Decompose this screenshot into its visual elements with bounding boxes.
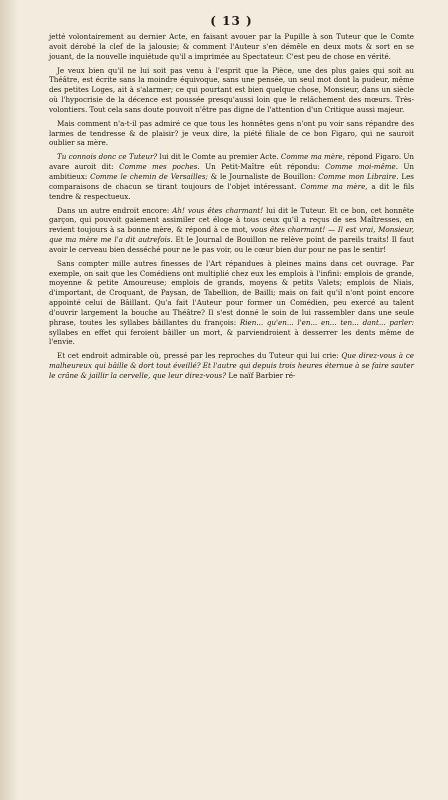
text-segment: jetté volontairement au dernier Acte, en faisant avouer par la Pupille à son Tuteur que le Comte avoit dérobé la clef de la jalousie; & comment l'Auteur s'en démêle en deux mots & sort en se jouant, de la nouvelle inquiétude qu'il a imprimée au Spectateur. C'est peu de chose en vérité. bbox=[49, 32, 414, 61]
italic-text-segment: Rien... qu'en... l'en... en... ten... dant... parler: bbox=[239, 317, 414, 327]
text-segment: Sans compter mille autres finesses de l'Art répandues à pleines mains dans cet ouvrage. Par exemple, on sait que les Comédiens ont multiplié chez eux les emplois à l'infini: emplois de grande, moyenne & petite Amoureuse; emplois de grands, moyens & petits Valets; emplois de Niais, d'important, de Croquant, de Paysan, de Tabellion, de Bailli; mais on fait qu'il n'ont point encore appointé celui de Bâillant. Qu'a fait l'Auteur pour former un Comédien, peu exercé au talent d'ouvrir largement la bouche au Théâtre? Il s'est donné le soin de lui rassembler dans une seule phrase, toutes les syllabes bâillantes du françois: bbox=[49, 258, 414, 327]
text-segment: lui dit le Comte au premier Acte. bbox=[159, 152, 281, 162]
italic-text-segment: Que direz-vous à ce malheureux qui bâille & dort tout éveillé? Et l'autre qui depuis trois heures éternue à se faire sauter le crâne & jaillir la cervelle, que leur direz-vous? bbox=[49, 351, 414, 380]
page-number: ( 13 ) bbox=[210, 14, 253, 28]
text-segment: a dit le fils tendre & respectueux. bbox=[49, 181, 414, 201]
italic-text-segment: Ah! vous êtes charmant! bbox=[172, 205, 267, 215]
paragraph bbox=[49, 206, 414, 255]
paragraph bbox=[49, 66, 414, 115]
italic-text-segment: Comme mes poches. bbox=[119, 162, 206, 172]
paragraph bbox=[49, 351, 414, 381]
text-segment: & le Journaliste de Bouillon: bbox=[210, 171, 319, 181]
text-segment: Les comparaisons de chacun se tirant toujours de l'objet intéressant. bbox=[49, 171, 414, 191]
paragraph bbox=[49, 119, 414, 149]
text-segment: Et cet endroit admirable où, pressé par les reproches du Tuteur qui lui crie: bbox=[57, 351, 342, 361]
italic-text-segment: Comme moi-même. bbox=[325, 162, 404, 172]
text-segment: Un Petit-Maître eût répondu: bbox=[205, 162, 326, 172]
text-segment: lui dit le Tuteur. Et ce bon, cet honnête garçon, qui pouvoit gaiement assimiler cet éloge à tous ceux qu'il a reçus de ses Maîtresses, en revient toujours à sa bonne mère, & répond à ce mot, bbox=[49, 205, 415, 235]
paragraph bbox=[49, 32, 414, 62]
italic-text-segment: Comme ma mère, bbox=[300, 181, 372, 191]
italic-text-segment: vous êtes charmant! — Il est vrai, Monsieur, que ma mère me l'a dit autrefois. bbox=[49, 225, 414, 245]
page-gutter-shadow bbox=[0, 0, 18, 800]
text-segment: Et le Journal de Bouillon ne relève point de pareils traits! Il faut avoir le cerveau bien desséché pour ne le pas voir, ou le cœur bien dur pour ne pas le sentir! bbox=[49, 235, 415, 254]
text-segment: Mais comment n'a-t-il pas admiré ce que tous les honnêtes gens n'ont pu voir sans répandre des larmes de tendresse & de plaisir? je veux dire, la piété filiale de ce bon Figaro, qui ne sauroit oublier sa mère. bbox=[49, 118, 414, 148]
text-segment: Dans un autre endroit encore: bbox=[57, 205, 173, 215]
italic-text-segment: Comme le chemin de Versailles; bbox=[90, 171, 211, 181]
text-segment: Un ambitieux: bbox=[49, 162, 414, 181]
text-segment: syllabes en effet qui feroient bâiller un mort, & parviendroient à desserrer les dents même de l'envie. bbox=[49, 327, 414, 347]
paragraph bbox=[49, 259, 414, 348]
body-text bbox=[49, 32, 414, 381]
text-segment: répond Figaro. Un avare auroit dit: bbox=[49, 152, 414, 172]
text-segment: Je veux bien qu'il ne lui soit pas venu à l'esprit que la Pièce, une des plus gaies qui soit au Théâtre, est écrite sans la moindre équivoque, sans une pensée, un seul mot dont la pudeur, même des petites Loges, ait à s'alarmer; ce qui pourtant est bien quelque chose, Monsieur, dans un siècle où l'hypocrisie de la décence est poussée presqu'aussi loin que le relâchement des mœurs. Très-volontiers. Tout cela sans doute pouvoit n'être pas digne de l'attention d'un Critique aussi majeur. bbox=[49, 65, 414, 114]
italic-text-segment: Comme ma mère, bbox=[280, 152, 348, 162]
paragraph bbox=[49, 152, 414, 201]
italic-text-segment: Comme mon Libraire. bbox=[318, 171, 402, 181]
text-segment: Le naïf Barbier ré- bbox=[228, 371, 296, 380]
italic-text-segment: Tu connois donc ce Tuteur? bbox=[57, 152, 160, 162]
